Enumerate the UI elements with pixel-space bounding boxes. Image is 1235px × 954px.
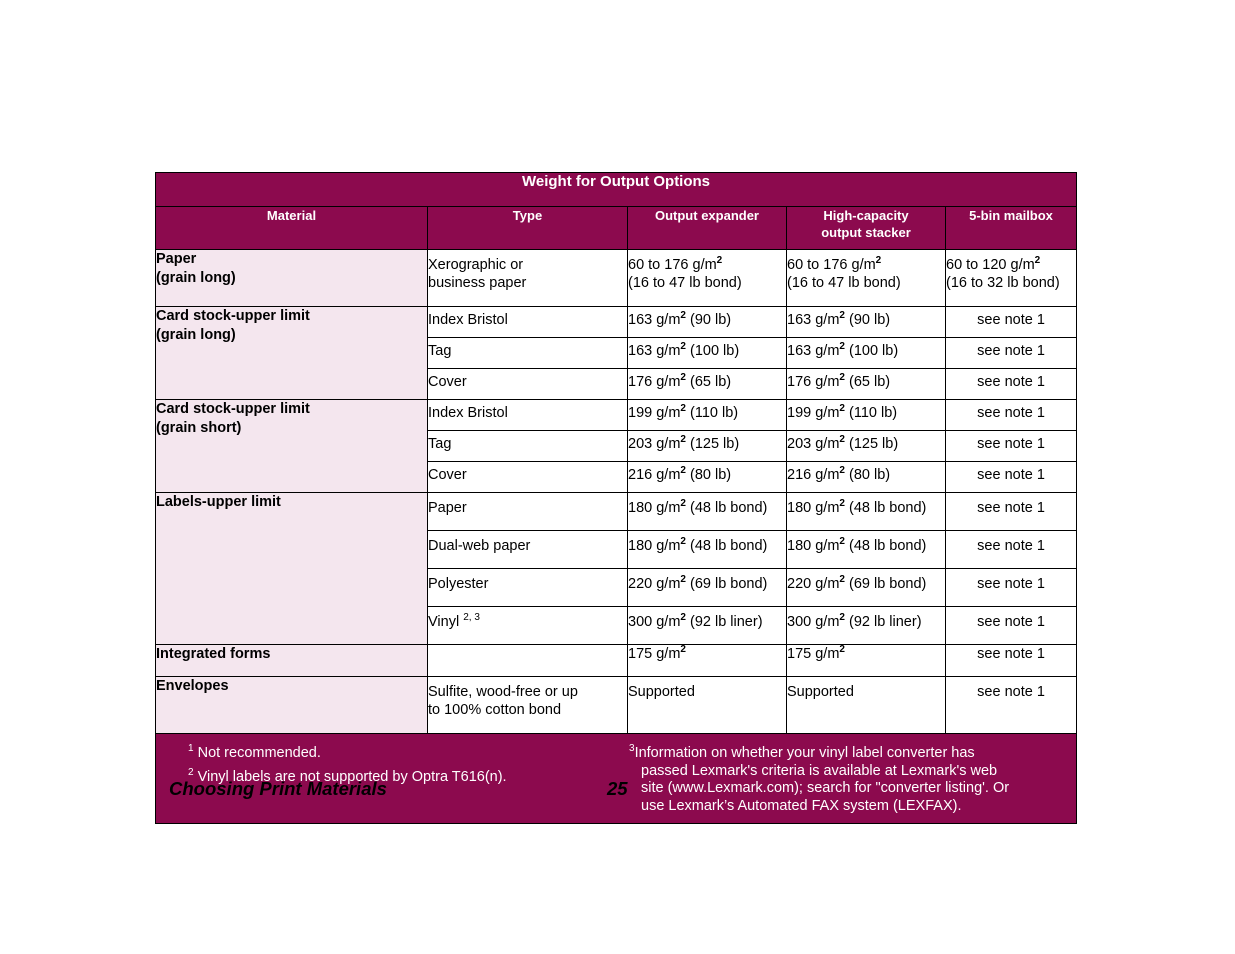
- superscript: 2: [680, 574, 686, 586]
- expander-cell: [628, 607, 787, 645]
- stacker-cell: [787, 307, 946, 338]
- superscript: 2: [875, 255, 882, 267]
- superscript: 2: [839, 372, 845, 384]
- stacker-cell: [787, 338, 946, 369]
- stacker-cell: [787, 531, 946, 569]
- footnote-text: use Lexmark’s Automated FAX system (LEXFAX).: [641, 797, 962, 814]
- weight-unit: (110 lb): [690, 405, 739, 421]
- weight-value: 300 g/m: [628, 614, 681, 630]
- stacker-cell: [787, 569, 946, 607]
- weight-unit: (110 lb): [849, 405, 898, 421]
- table-row: [156, 307, 1077, 338]
- weight-unit: (80 lb): [690, 467, 732, 483]
- expander-cell: [628, 307, 787, 338]
- superscript: 2: [680, 310, 686, 322]
- weight-value: 199 g/m: [787, 405, 840, 421]
- stacker-cell: [787, 645, 946, 677]
- superscript: 2: [839, 403, 845, 415]
- expander-cell: [628, 250, 787, 307]
- type-cell: [428, 607, 628, 645]
- stacker-cell: [787, 462, 946, 493]
- stacker-cell: Supported: [787, 677, 946, 734]
- type-cell: Tag: [428, 431, 628, 462]
- footnote-text: site (www.Lexmark.com); search for "converter listing'. Or: [641, 780, 1010, 796]
- material-integrated-forms: Integrated forms: [156, 645, 428, 677]
- weight-unit: (90 lb): [849, 312, 891, 328]
- type-cell: Polyester: [428, 569, 628, 607]
- weight-value: 180 g/m: [628, 538, 681, 554]
- weight-unit: (90 lb): [690, 312, 732, 328]
- weight-value: 175 g/m: [787, 646, 840, 662]
- weight-value: 176 g/m: [628, 374, 681, 390]
- weight-unit: (48 lb bond): [849, 538, 927, 554]
- stacker-cell: [787, 493, 946, 531]
- mailbox-cell: [946, 250, 1077, 307]
- superscript: 2: [839, 498, 845, 510]
- type-cell: Tag: [428, 338, 628, 369]
- material-line: (grain long): [156, 326, 236, 343]
- header-stacker-line2: output stacker: [821, 225, 911, 240]
- weight-unit: (48 lb bond): [849, 500, 927, 516]
- weight-value: (16 to 47 lb bond): [787, 275, 901, 291]
- superscript: 2: [680, 465, 686, 477]
- superscript: 2: [839, 612, 845, 624]
- weight-value: 60 to 120 g/m: [946, 257, 1035, 273]
- superscript: 2: [839, 434, 845, 446]
- weight-value: 203 g/m: [628, 436, 681, 452]
- superscript: 2: [680, 536, 686, 548]
- table-row-paper: [156, 250, 1077, 307]
- type-cell: Paper: [428, 493, 628, 531]
- mailbox-cell: see note 1: [946, 338, 1077, 369]
- weight-value: 216 g/m: [628, 467, 681, 483]
- mailbox-cell: see note 1: [946, 400, 1077, 431]
- weight-unit: (92 lb liner): [849, 614, 922, 630]
- type-cell: Index Bristol: [428, 400, 628, 431]
- superscript: 2: [680, 403, 686, 415]
- material-line: Paper: [156, 251, 197, 267]
- type-cell: Dual-web paper: [428, 531, 628, 569]
- expander-cell: [628, 400, 787, 431]
- mailbox-cell: see note 1: [946, 607, 1077, 645]
- footnote-text: Vinyl labels are not supported by Optra T616(n).: [197, 769, 507, 785]
- header-5-bin-mailbox: 5-bin mailbox: [946, 207, 1077, 250]
- table-row-integrated-forms: [156, 645, 1077, 677]
- type-line: to 100% cotton bond: [428, 702, 562, 718]
- stacker-cell: [787, 607, 946, 645]
- stacker-cell: [787, 400, 946, 431]
- weight-value: 163 g/m: [787, 312, 840, 328]
- type-cell: [428, 250, 628, 307]
- weight-value: 199 g/m: [628, 405, 681, 421]
- expander-cell: [628, 338, 787, 369]
- weight-value: 216 g/m: [787, 467, 840, 483]
- superscript: 2: [839, 465, 845, 477]
- weight-output-options-table: [155, 172, 1077, 824]
- footnote-mark: 2: [188, 767, 194, 779]
- material-card-stock-grain-short: [156, 400, 428, 493]
- table-title-row: [156, 173, 1077, 207]
- header-high-capacity-stacker: [787, 207, 946, 250]
- weight-unit: (48 lb bond): [690, 500, 768, 516]
- material-line: (grain long): [156, 269, 236, 286]
- expander-cell: [628, 645, 787, 677]
- type-label: Vinyl: [428, 614, 460, 630]
- weight-value: 180 g/m: [628, 500, 681, 516]
- footnote-ref: 2, 3: [463, 612, 480, 624]
- weight-value: (16 to 32 lb bond): [946, 275, 1060, 291]
- material-paper: [156, 250, 428, 307]
- weight-unit: (65 lb): [849, 374, 891, 390]
- type-cell: Cover: [428, 462, 628, 493]
- weight-unit: (69 lb bond): [690, 576, 768, 592]
- mailbox-cell: see note 1: [946, 493, 1077, 531]
- type-cell: [428, 645, 628, 677]
- table-row: [156, 493, 1077, 531]
- weight-value: (16 to 47 lb bond): [628, 275, 742, 291]
- weight-unit: (48 lb bond): [690, 538, 768, 554]
- type-cell: Cover: [428, 369, 628, 400]
- superscript: 2: [839, 341, 845, 353]
- table-row-envelopes: [156, 677, 1077, 734]
- type-line: Xerographic or: [428, 257, 524, 273]
- material-card-stock-grain-long: [156, 307, 428, 400]
- header-output-expander: Output expander: [628, 207, 787, 250]
- weight-value: 300 g/m: [787, 614, 840, 630]
- mailbox-cell: see note 1: [946, 431, 1077, 462]
- weight-unit: (100 lb): [849, 343, 899, 359]
- mailbox-cell: see note 1: [946, 677, 1077, 734]
- weight-unit: (80 lb): [849, 467, 891, 483]
- table-header-row: [156, 207, 1077, 250]
- type-cell: Index Bristol: [428, 307, 628, 338]
- expander-cell: [628, 493, 787, 531]
- footnote-mark: 1: [188, 743, 194, 755]
- header-type: Type: [428, 207, 628, 250]
- table-title: Weight for Output Options: [156, 173, 1077, 207]
- weight-value: 175 g/m: [628, 646, 681, 662]
- weight-unit: (100 lb): [690, 343, 740, 359]
- superscript: 2: [680, 341, 686, 353]
- superscript: 2: [716, 255, 723, 267]
- superscript: 2: [839, 536, 845, 548]
- material-labels-upper-limit: Labels-upper limit: [156, 493, 428, 645]
- superscript: 2: [680, 498, 686, 510]
- weight-value: 220 g/m: [628, 576, 681, 592]
- weight-value: 60 to 176 g/m: [628, 257, 717, 273]
- footnote-mark: 3: [629, 743, 635, 755]
- footnote-text: passed Lexmark's criteria is available at Lexmark's web: [641, 762, 998, 779]
- expander-cell: [628, 369, 787, 400]
- footnote-text: Information on whether your vinyl label converter has: [634, 745, 975, 761]
- weight-value: 180 g/m: [787, 538, 840, 554]
- weight-value: 203 g/m: [787, 436, 840, 452]
- weight-unit: (92 lb liner): [690, 614, 763, 630]
- stacker-cell: [787, 250, 946, 307]
- header-material: Material: [156, 207, 428, 250]
- superscript: 2: [680, 612, 686, 624]
- type-line: Sulfite, wood-free or up: [428, 684, 578, 700]
- weight-table-container: [155, 172, 1076, 824]
- footnote-1: [188, 745, 321, 763]
- weight-value: 163 g/m: [628, 312, 681, 328]
- mailbox-cell: see note 1: [946, 645, 1077, 677]
- superscript: 2: [839, 574, 845, 586]
- weight-value: 176 g/m: [787, 374, 840, 390]
- material-line: Card stock-upper limit: [156, 308, 310, 324]
- material-line: Card stock-upper limit: [156, 401, 310, 417]
- footnote-text: Not recommended.: [197, 745, 321, 761]
- stacker-cell: [787, 431, 946, 462]
- type-line: business paper: [428, 275, 527, 291]
- mailbox-cell: see note 1: [946, 307, 1077, 338]
- superscript: 2: [1034, 255, 1041, 267]
- weight-unit: (125 lb): [690, 436, 740, 452]
- weight-value: 60 to 176 g/m: [787, 257, 876, 273]
- table-row: [156, 400, 1077, 431]
- type-cell: [428, 677, 628, 734]
- stacker-cell: [787, 369, 946, 400]
- weight-value: 163 g/m: [628, 343, 681, 359]
- weight-unit: (65 lb): [690, 374, 732, 390]
- weight-value: 180 g/m: [787, 500, 840, 516]
- material-envelopes: Envelopes: [156, 677, 428, 734]
- expander-cell: Supported: [628, 677, 787, 734]
- page-number: 25: [607, 778, 628, 799]
- header-stacker-line1: High-capacity: [823, 208, 909, 223]
- footer-section-title: Choosing Print Materials: [169, 778, 387, 799]
- weight-value: 220 g/m: [787, 576, 840, 592]
- expander-cell: [628, 431, 787, 462]
- mailbox-cell: see note 1: [946, 462, 1077, 493]
- expander-cell: [628, 531, 787, 569]
- superscript: 2: [680, 372, 686, 384]
- superscript: 2: [680, 434, 686, 446]
- expander-cell: [628, 462, 787, 493]
- footnote-3: [629, 745, 1009, 815]
- weight-unit: (125 lb): [849, 436, 899, 452]
- mailbox-cell: see note 1: [946, 569, 1077, 607]
- superscript: 2: [839, 644, 845, 656]
- mailbox-cell: see note 1: [946, 369, 1077, 400]
- weight-value: 163 g/m: [787, 343, 840, 359]
- superscript: 2: [680, 644, 686, 656]
- material-line: (grain short): [156, 419, 242, 436]
- superscript: 2: [839, 310, 845, 322]
- expander-cell: [628, 569, 787, 607]
- weight-unit: (69 lb bond): [849, 576, 927, 592]
- mailbox-cell: see note 1: [946, 531, 1077, 569]
